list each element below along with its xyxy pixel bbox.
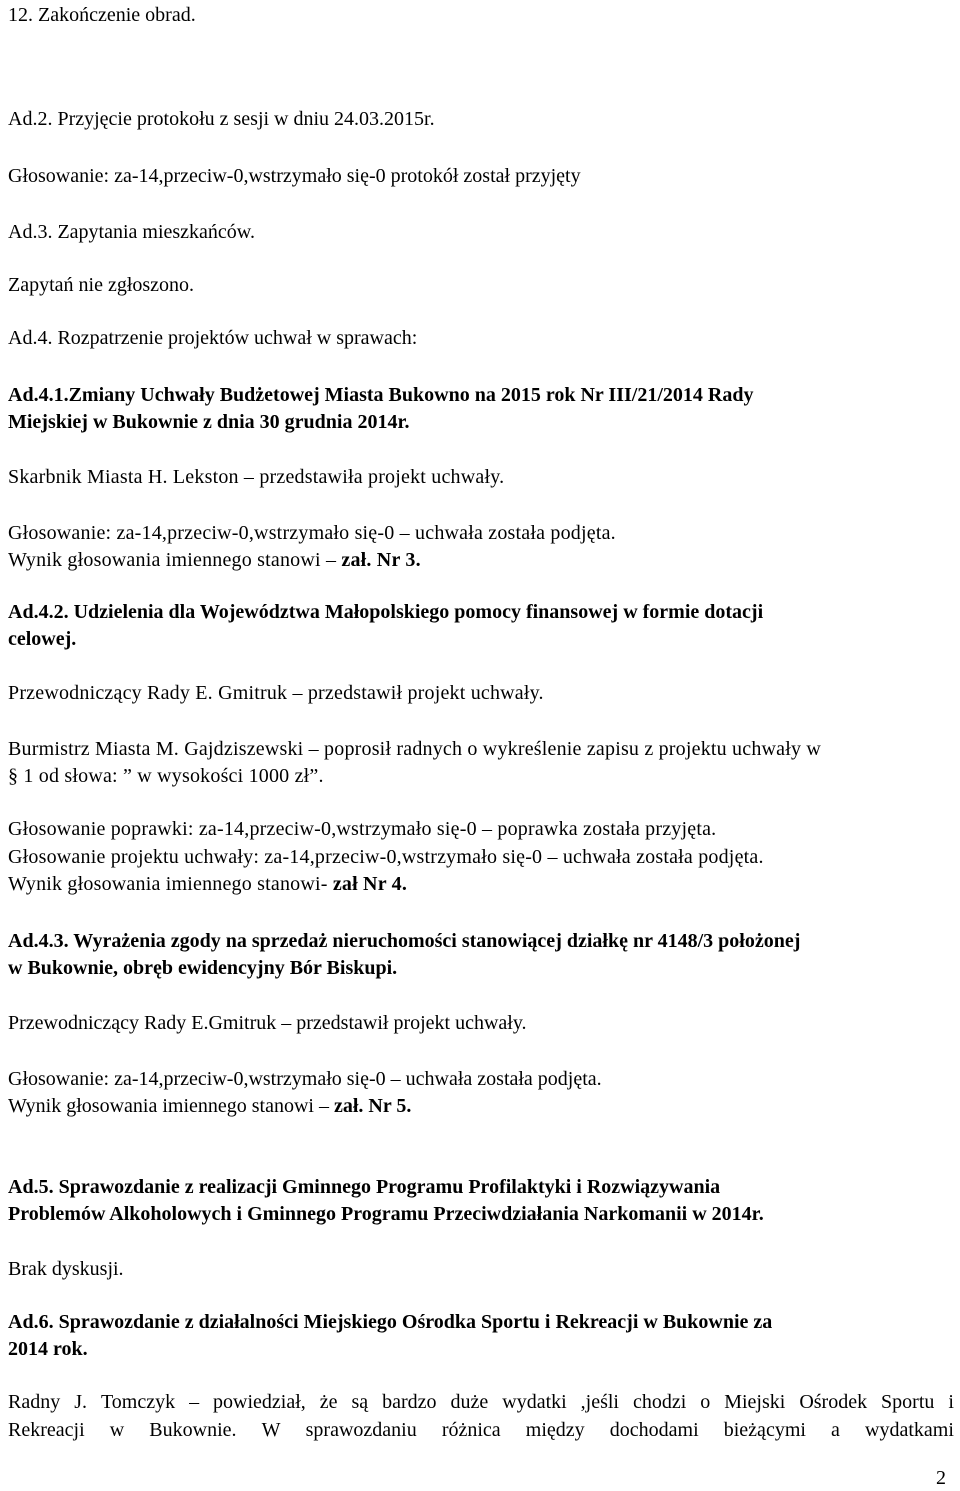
mayor-request-line2: § 1 od słowa: ” w wysokości 1000 zł”. bbox=[8, 765, 324, 787]
word: w bbox=[109, 1419, 125, 1441]
word: W bbox=[261, 1419, 281, 1441]
no-discussion-text: Brak dyskusji. bbox=[8, 1258, 124, 1280]
word: Sportu bbox=[881, 1391, 935, 1413]
amendment-vote: Głosowanie poprawki: za-14,przeciw-0,wstrzymało się-0 – poprawka została przyjęta. bbox=[8, 818, 717, 840]
word: są bbox=[351, 1391, 369, 1413]
resolution-vote-ad-4-2: Głosowanie projektu uchwały: za-14,przeciw-0,wstrzymało się-0 – uchwała została podjęta. bbox=[8, 846, 764, 868]
word: Rekreacji bbox=[8, 1419, 85, 1441]
heading-ad-4-3-line1: Ad.4.3. Wyrażenia zgody na sprzedaż nieruchomości stanowiącej działkę nr 4148/3 położonej bbox=[8, 930, 801, 952]
word: powiedział, bbox=[213, 1391, 306, 1413]
heading-ad-6-line2: 2014 rok. bbox=[8, 1338, 88, 1360]
word: Radny bbox=[8, 1391, 61, 1413]
councillor-statement-line1 bbox=[8, 1390, 954, 1414]
attachment-ref-5: zał. Nr 5. bbox=[333, 1095, 412, 1117]
vote-reference-ad-4-3 bbox=[8, 1094, 411, 1118]
attachment-ref-3: zał. Nr 3. bbox=[341, 549, 421, 571]
heading-ad-2: Ad.2. Przyjęcie protokołu z sesji w dniu 24.03.2015r. bbox=[8, 108, 435, 130]
heading-ad-6-line1: Ad.6. Sprawozdanie z działalności Miejskiego Ośrodka Sportu i Rekreacji w Bukownie za bbox=[8, 1311, 773, 1333]
word: bieżącymi bbox=[723, 1419, 806, 1441]
treasurer-presentation: Skarbnik Miasta H. Lekston – przedstawiła projekt uchwały. bbox=[8, 466, 505, 488]
word: wydatki bbox=[502, 1391, 567, 1413]
heading-ad-4-1-line1: Ad.4.1.Zmiany Uchwały Budżetowej Miasta Bukowno na 2015 rok Nr III/21/2014 Rady bbox=[8, 384, 754, 406]
councillor-statement-line2 bbox=[8, 1418, 954, 1442]
page-number: 2 bbox=[936, 1467, 946, 1489]
word: o bbox=[700, 1391, 711, 1413]
word: Miejski bbox=[724, 1391, 786, 1413]
heading-ad-4-1-line2: Miejskiej w Bukownie z dnia 30 grudnia 2014r. bbox=[8, 411, 410, 433]
word: ,jeśli bbox=[580, 1391, 619, 1413]
word: i bbox=[948, 1391, 954, 1413]
mayor-request-line1: Burmistrz Miasta M. Gajdziszewski – poprosił radnych o wykreślenie zapisu z projektu uchwały w bbox=[8, 738, 822, 760]
word: różnica bbox=[441, 1419, 501, 1441]
word: bardzo bbox=[382, 1391, 437, 1413]
word: chodzi bbox=[632, 1391, 687, 1413]
no-questions-text: Zapytań nie zgłoszono. bbox=[8, 274, 195, 296]
agenda-item-12: 12. Zakończenie obrad. bbox=[8, 4, 196, 26]
word: duże bbox=[450, 1391, 489, 1413]
heading-ad-5-line1: Ad.5. Sprawozdanie z realizacji Gminnego Programu Profilaktyki i Rozwiązywania bbox=[8, 1176, 721, 1198]
word: J. bbox=[74, 1391, 87, 1413]
word: dochodami bbox=[609, 1419, 699, 1441]
vote-result-ad-4-1: Głosowanie: za-14,przeciw-0,wstrzymało się-0 – uchwała została podjęta. bbox=[8, 522, 616, 544]
heading-ad-4-2-line2: celowej. bbox=[8, 628, 77, 650]
word: Ośrodek bbox=[799, 1391, 868, 1413]
vote-reference-ad-4-2 bbox=[8, 872, 407, 896]
word: Bukownie. bbox=[149, 1419, 237, 1441]
heading-ad-5-line2: Problemów Alkoholowych i Gminnego Programu Przeciwdziałania Narkomanii w 2014r. bbox=[8, 1203, 764, 1225]
chairman-presentation-ad-4-2: Przewodniczący Rady E. Gmitruk – przedstawił projekt uchwały. bbox=[8, 682, 544, 704]
heading-ad-4-2-line1: Ad.4.2. Udzielenia dla Województwa Małopolskiego pomocy finansowej w formie dotacji bbox=[8, 601, 764, 623]
word: sprawozdaniu bbox=[305, 1419, 417, 1441]
heading-ad-4-3-line2: w Bukownie, obręb ewidencyjny Bór Biskupi. bbox=[8, 957, 398, 979]
word: Tomczyk bbox=[100, 1391, 176, 1413]
vote-result-ad-2: Głosowanie: za-14,przeciw-0,wstrzymało się-0 protokół został przyjęty bbox=[8, 165, 581, 187]
word: – bbox=[189, 1391, 200, 1413]
word: między bbox=[525, 1419, 585, 1441]
word: a bbox=[831, 1419, 840, 1441]
heading-ad-3: Ad.3. Zapytania mieszkańców. bbox=[8, 221, 255, 243]
attachment-ref-4: zał Nr 4. bbox=[332, 873, 408, 895]
vote-reference-ad-4-1 bbox=[8, 548, 421, 572]
vote-reference-text: Wynik głosowania imiennego stanowi – bbox=[8, 549, 342, 571]
vote-reference-text: Wynik głosowania imiennego stanowi- bbox=[8, 873, 333, 895]
vote-reference-text: Wynik głosowania imiennego stanowi – bbox=[8, 1095, 334, 1117]
heading-ad-4: Ad.4. Rozpatrzenie projektów uchwał w sprawach: bbox=[8, 327, 418, 349]
chairman-presentation-ad-4-3: Przewodniczący Rady E.Gmitruk – przedstawił projekt uchwały. bbox=[8, 1012, 527, 1034]
word: że bbox=[319, 1391, 338, 1413]
word: wydatkami bbox=[865, 1419, 954, 1441]
vote-result-ad-4-3: Głosowanie: za-14,przeciw-0,wstrzymało się-0 – uchwała została podjęta. bbox=[8, 1068, 602, 1090]
